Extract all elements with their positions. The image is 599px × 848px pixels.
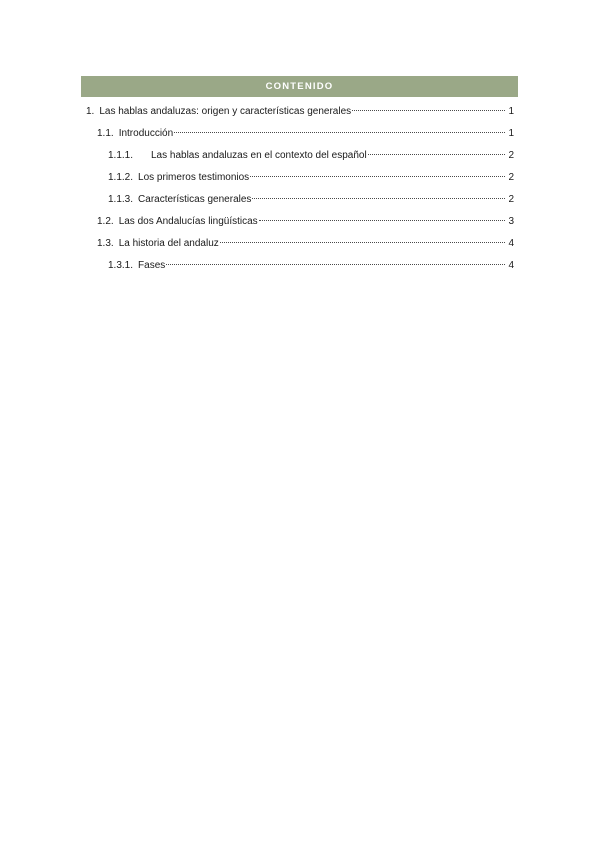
toc-dot-leader — [174, 131, 505, 133]
toc-dot-leader — [368, 153, 505, 155]
toc-entry-page: 3 — [508, 216, 514, 227]
toc-dot-leader — [220, 241, 505, 243]
toc-entry-1-1-2[interactable] — [108, 171, 514, 185]
toc-entry-number: 1.2. — [97, 216, 114, 227]
toc-dot-leader — [252, 197, 505, 199]
toc-entry-page: 1 — [508, 128, 514, 139]
toc-entry-1-1-1[interactable] — [108, 149, 514, 163]
toc-entry-text: Las dos Andalucías lingüísticas — [118, 216, 258, 227]
toc-entry-text: La historia del andaluz — [118, 238, 219, 249]
toc-entry-page: 1 — [508, 106, 514, 117]
toc-dot-leader — [250, 175, 505, 177]
toc-entry-text: Introducción — [118, 128, 174, 139]
toc-entry-page: 2 — [508, 150, 514, 161]
toc-entry-number: 1.3.1. — [108, 260, 134, 271]
toc-entry-page: 4 — [508, 260, 514, 271]
toc-title: CONTENIDO — [81, 76, 518, 97]
toc-entry-number: 1.1.1. — [108, 150, 134, 161]
toc-entry-text: Las hablas andaluzas en el contexto del español — [151, 150, 367, 161]
toc-entry-1-2[interactable] — [97, 215, 514, 229]
toc-entry-page: 4 — [508, 238, 514, 249]
toc-entry-text: Las hablas andaluzas: origen y características generales — [99, 106, 352, 117]
toc-entry-1-1-3[interactable] — [108, 193, 514, 207]
toc-entry-page: 2 — [508, 194, 514, 205]
toc-entry-number: 1.3. — [97, 238, 114, 249]
toc-dot-leader — [352, 109, 505, 111]
toc-entry-number: 1.1.2. — [108, 172, 134, 183]
toc-entry-number: 1.1. — [97, 128, 114, 139]
toc-entry-1-1[interactable] — [97, 127, 514, 141]
toc-entry-text: Los primeros testimonios — [138, 172, 250, 183]
toc-entry-1-3-1[interactable] — [108, 259, 514, 273]
toc-entry-page: 2 — [508, 172, 514, 183]
toc-dot-leader — [166, 263, 505, 265]
toc-dot-leader — [259, 219, 505, 221]
toc-entry-number: 1. — [86, 106, 95, 117]
toc-entry-number: 1.1.3. — [108, 194, 134, 205]
toc-entry-text: Características generales — [138, 194, 252, 205]
toc-entry-text: Fases — [138, 260, 166, 271]
toc-entry-1[interactable] — [86, 105, 514, 119]
toc-entry-1-3[interactable] — [97, 237, 514, 251]
